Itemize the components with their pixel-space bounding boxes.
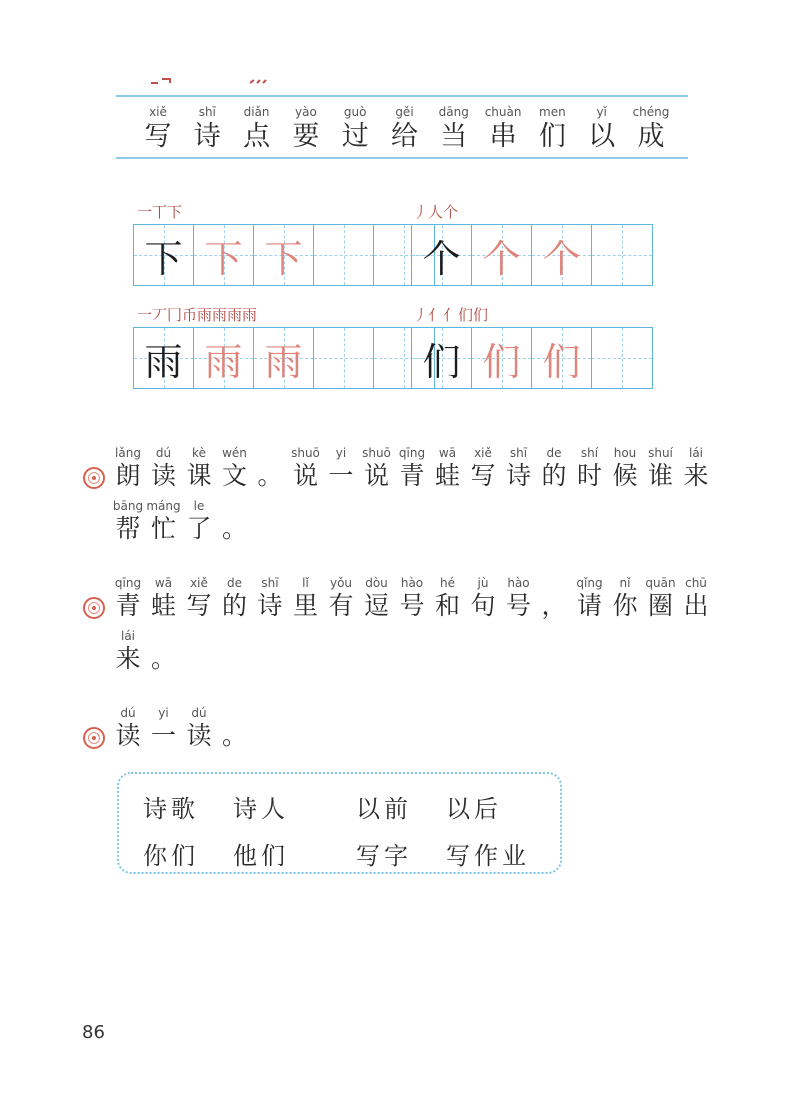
- vocab-char: 点: [243, 121, 271, 152]
- question-char: [110, 498, 146, 544]
- question-hanzi: 和: [434, 591, 460, 620]
- question-char: [146, 628, 182, 674]
- question-pinyin: qīng: [398, 446, 426, 460]
- question-hanzi: 一: [328, 461, 354, 490]
- question-char: [501, 575, 537, 621]
- question-hanzi: 的: [221, 591, 247, 620]
- question-hanzi: 帮: [115, 514, 141, 543]
- page-number: 86: [82, 1022, 105, 1043]
- question-char: [288, 575, 324, 621]
- word-item: 以后: [446, 795, 502, 823]
- trace-char: 下: [204, 236, 243, 281]
- question-pinyin: qīng: [114, 576, 142, 590]
- question-char: [678, 445, 714, 491]
- vocab-char: 过: [341, 121, 369, 152]
- practice-cell[interactable]: [314, 328, 374, 388]
- vocab-item: [236, 104, 278, 154]
- question-pinyin: wā: [154, 576, 173, 590]
- question-hanzi: 忙: [150, 514, 176, 543]
- question-hanzi: 逗: [363, 591, 389, 620]
- question-hanzi: 写: [470, 461, 496, 490]
- question-char: [252, 445, 288, 491]
- question-char: [323, 575, 359, 621]
- question-pinyin: hé: [440, 576, 455, 590]
- question-hanzi: 来: [683, 461, 709, 490]
- grid-men: [411, 327, 653, 389]
- question-hanzi: 青: [399, 461, 425, 490]
- question-hanzi: 。: [150, 644, 176, 673]
- question-hanzi: 诗: [505, 461, 531, 490]
- vocab-item: [334, 104, 376, 154]
- trace-char: 雨: [204, 339, 243, 384]
- question-char: [217, 705, 253, 751]
- vocab-item: [630, 104, 672, 154]
- question-hanzi: 时: [576, 461, 602, 490]
- question-hanzi: 出: [683, 591, 709, 620]
- vocab-pinyin: yǐ: [596, 105, 607, 119]
- trace-char: 个: [482, 236, 521, 281]
- vocab-item: [137, 104, 179, 154]
- question-hanzi: 的: [541, 461, 567, 490]
- question-char: [678, 575, 714, 621]
- question-char: [146, 575, 182, 621]
- question-pinyin: máng: [146, 499, 181, 513]
- top-fragment-right: [248, 70, 270, 78]
- question-pinyin: nǐ: [619, 576, 631, 590]
- question-char: [359, 575, 395, 621]
- vocab-pinyin: chuàn: [484, 105, 522, 119]
- practice-cell[interactable]: [592, 328, 652, 388]
- question-char: [181, 498, 217, 544]
- question-pinyin: lǎng: [115, 446, 141, 460]
- question-char: [607, 445, 643, 491]
- question-hanzi: 蛙: [434, 461, 460, 490]
- question-pinyin: hào: [507, 576, 530, 590]
- question-char: [146, 445, 182, 491]
- question-char: [323, 445, 359, 491]
- word-item: 写作业: [446, 842, 530, 870]
- vocab-pinyin: shī: [198, 105, 216, 119]
- question-hanzi: 读: [150, 461, 176, 490]
- question-pinyin: de: [546, 446, 562, 460]
- question-pinyin: qǐng: [576, 576, 603, 590]
- vocab-pinyin: xiě: [149, 105, 167, 119]
- trace-char: 个: [542, 236, 581, 281]
- word-item: 写字: [356, 842, 412, 870]
- question-pinyin: yǒu: [329, 576, 353, 590]
- question-pinyin: bāng: [112, 499, 144, 513]
- vocab-char: 诗: [193, 121, 221, 152]
- question-pinyin: shuō: [362, 446, 391, 460]
- vocab-char: 给: [390, 121, 418, 152]
- question-hanzi: 蛙: [150, 591, 176, 620]
- question-char: [572, 575, 608, 621]
- grid-xia: [133, 224, 435, 286]
- vocab-pinyin: chéng: [632, 105, 670, 119]
- question-hanzi: 。: [221, 514, 247, 543]
- vocab-item: [285, 104, 327, 154]
- question-pinyin: lái: [120, 629, 136, 643]
- question-char: [217, 445, 253, 491]
- practice-cell[interactable]: [592, 225, 652, 285]
- question-hanzi: 谁: [647, 461, 673, 490]
- question-pinyin: lái: [688, 446, 704, 460]
- question-hanzi: 写: [186, 591, 212, 620]
- question-pinyin: de: [227, 576, 242, 590]
- question-seal-icon: [83, 727, 105, 749]
- question-pinyin: wén: [222, 446, 247, 460]
- question-hanzi: 了: [186, 514, 212, 543]
- vocab-pinyin: diǎn: [243, 105, 270, 119]
- question-pinyin: shí: [580, 446, 599, 460]
- question-char: [643, 445, 679, 491]
- question-char: [394, 575, 430, 621]
- vocab-char: 们: [538, 121, 566, 152]
- question-hanzi: 一: [150, 721, 176, 750]
- question-pinyin: kè: [192, 446, 206, 460]
- question-char: [181, 705, 217, 751]
- question-char: [394, 445, 430, 491]
- trace-char: 雨: [264, 339, 303, 384]
- vocab-char: 以: [588, 121, 616, 152]
- question-char: [465, 575, 501, 621]
- question-hanzi: 来: [115, 644, 141, 673]
- question-char: [465, 445, 501, 491]
- question-pinyin: dú: [191, 706, 207, 720]
- stroke-order-men: 丿亻亻们们: [413, 306, 489, 324]
- vocab-pinyin: men: [539, 105, 566, 119]
- question-hanzi: 青: [115, 591, 141, 620]
- question-hanzi: 说: [292, 461, 318, 490]
- question-hanzi: 候: [612, 461, 638, 490]
- vocab-pinyin: dāng: [438, 105, 469, 119]
- question-hanzi: 里: [292, 591, 318, 620]
- question-hanzi: 请: [576, 591, 602, 620]
- vocab-char: 当: [440, 121, 468, 152]
- question-hanzi: 读: [115, 721, 141, 750]
- model-char: 们: [422, 339, 461, 384]
- trace-char: 们: [482, 339, 521, 384]
- question-char: [110, 575, 146, 621]
- question-hanzi: 。: [221, 721, 247, 750]
- question-hanzi: 文: [221, 461, 247, 490]
- question-char: [110, 445, 146, 491]
- question-pinyin: dú: [120, 706, 136, 720]
- model-char: 个: [422, 236, 461, 281]
- vocab-item: [581, 104, 623, 154]
- question-hanzi: 号: [399, 591, 425, 620]
- vocab-item: [433, 104, 475, 154]
- question-seal-icon: [83, 467, 105, 489]
- question-char: [536, 445, 572, 491]
- question-pinyin: dòu: [365, 576, 388, 590]
- question-pinyin: yi: [335, 446, 347, 460]
- question-char: [181, 575, 217, 621]
- model-char: 雨: [144, 339, 183, 384]
- question-pinyin: le: [193, 499, 205, 513]
- word-item: 诗歌: [143, 795, 199, 823]
- question-pinyin: chū: [685, 576, 707, 590]
- question-char: [430, 575, 466, 621]
- question-pinyin: shuō: [291, 446, 320, 460]
- question-hanzi: 读: [186, 721, 212, 750]
- question-pinyin: hou: [613, 446, 637, 460]
- vocab-item: [482, 104, 524, 154]
- question-seal-icon: [83, 597, 105, 619]
- trace-char: 们: [542, 339, 581, 384]
- word-item: 诗人: [233, 795, 289, 823]
- word-item: 他们: [233, 842, 289, 870]
- vocab-char: 要: [292, 121, 320, 152]
- question-pinyin: wā: [438, 446, 457, 460]
- question-char: [501, 445, 537, 491]
- grid-ge: [411, 224, 653, 286]
- vocab-pinyin: yào: [294, 105, 317, 119]
- practice-cell[interactable]: [314, 225, 374, 285]
- vocab-char: 成: [637, 121, 665, 152]
- top-fragment-left: [150, 70, 172, 78]
- question-pinyin: shī: [509, 446, 528, 460]
- question-pinyin: xiě: [474, 446, 492, 460]
- question-hanzi: 诗: [257, 591, 283, 620]
- question-char: [643, 575, 679, 621]
- question-pinyin: lǐ: [302, 576, 309, 590]
- question-char: [181, 445, 217, 491]
- vocab-list: [137, 104, 672, 154]
- question-pinyin: jù: [477, 576, 489, 590]
- vocab-bottom-rule: [116, 157, 688, 159]
- question-pinyin: shuí: [648, 446, 673, 460]
- vocab-char: 写: [144, 121, 172, 152]
- question-char: [217, 498, 253, 544]
- word-item: 以前: [356, 795, 412, 823]
- grid-yu: [133, 327, 435, 389]
- question-hanzi: ，: [541, 591, 567, 620]
- stroke-order-ge: 丿人个: [413, 203, 459, 221]
- question-pinyin: xiě: [190, 576, 208, 590]
- question-char: [110, 628, 146, 674]
- vocab-pinyin: guò: [343, 105, 367, 119]
- vocab-top-rule: [116, 95, 688, 97]
- question-hanzi: 你: [612, 591, 638, 620]
- vocab-item: [383, 104, 425, 154]
- question-char: [430, 445, 466, 491]
- question-char: [110, 705, 146, 751]
- vocab-item: [531, 104, 573, 154]
- question-pinyin: shī: [261, 576, 279, 590]
- question-pinyin: dú: [155, 446, 172, 460]
- question-char: [359, 445, 395, 491]
- question-char: [146, 498, 182, 544]
- question-char: [146, 705, 182, 751]
- question-pinyin: quān: [645, 576, 676, 590]
- question-pinyin: hào: [400, 576, 424, 590]
- question-char: [217, 575, 253, 621]
- question-pinyin: yi: [158, 706, 169, 720]
- vocab-pinyin: gěi: [395, 105, 414, 119]
- question-char: [572, 445, 608, 491]
- question-char: [536, 575, 572, 621]
- question-char: [607, 575, 643, 621]
- question-hanzi: 号: [505, 591, 531, 620]
- stroke-order-xia: 一丅下: [137, 203, 183, 221]
- question-hanzi: 有: [328, 591, 354, 620]
- question-hanzi: 圈: [647, 591, 673, 620]
- question-hanzi: 句: [470, 591, 496, 620]
- question-hanzi: 说: [363, 461, 389, 490]
- word-item: 你们: [143, 842, 199, 870]
- question-hanzi: 课: [186, 461, 212, 490]
- vocab-item: [186, 104, 228, 154]
- vocab-char: 串: [489, 121, 517, 152]
- trace-char: 下: [264, 236, 303, 281]
- model-char: 下: [144, 236, 183, 281]
- question-hanzi: 。: [257, 461, 283, 490]
- question-char: [288, 445, 324, 491]
- stroke-order-yu: 一丆冂币雨雨雨雨: [137, 306, 258, 324]
- question-char: [252, 575, 288, 621]
- question-hanzi: 朗: [115, 461, 141, 490]
